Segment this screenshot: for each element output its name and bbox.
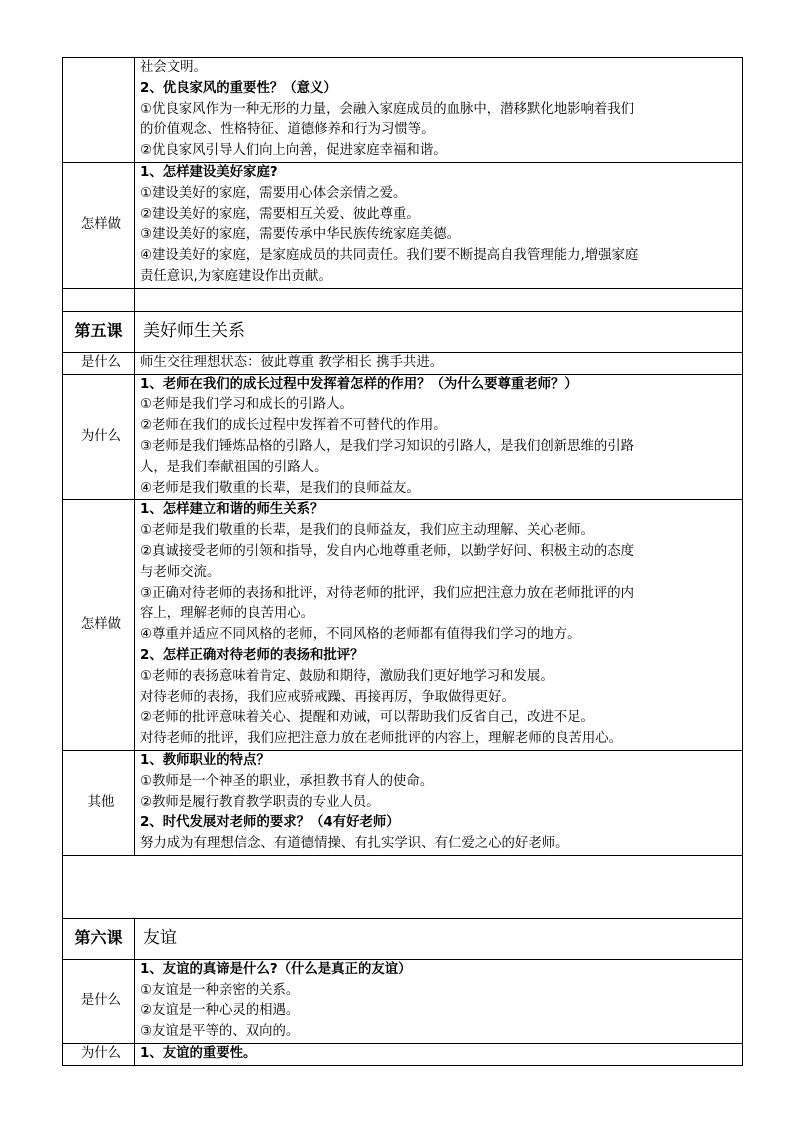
- content-line: ②优良家风引导人们向上向善，促进家庭幸福和谐。: [140, 143, 447, 159]
- row-label: 是什么: [63, 352, 135, 374]
- content-line: 与老师交流。: [140, 564, 221, 580]
- table-row: [63, 58, 743, 163]
- table-row: [63, 1044, 743, 1066]
- row-label: 为什么: [63, 374, 135, 500]
- section-heading: 1、怎样建立和谐的师生关系？: [140, 502, 324, 518]
- content-line: ③友谊是平等的、双向的。: [140, 1024, 300, 1040]
- content-line: ①老师是我们敬重的长辈，是我们的良师益友，我们应主动理解、关心老师。: [140, 523, 594, 539]
- table-row: [63, 500, 743, 751]
- content-line: 对待老师的表扬，我们应戒骄戒躁、再接再厉，争取做得更好。: [140, 689, 515, 705]
- section-heading: 2、怎样正确对待老师的表扬和批评？: [140, 647, 364, 663]
- content-cell: [135, 750, 743, 855]
- row-label: 怎样做: [63, 162, 135, 288]
- content-line: ②真诚接受老师的引领和指导，发自内心地尊重老师，以勤学好问、积极主动的态度: [140, 543, 635, 559]
- row-label: [63, 58, 135, 163]
- content-line: ③老师是我们锤炼品格的引路人，是我们学习知识的引路人，是我们创新思维的引路: [140, 438, 635, 454]
- row-label: 为什么: [63, 1044, 135, 1066]
- row-label: 怎样做: [63, 500, 135, 751]
- content-line: ②教师是履行教育教学职责的专业人员。: [140, 794, 380, 810]
- section-heading: 1、老师在我们的成长过程中发挥着怎样的作用？（为什么要尊重老师？）: [140, 376, 578, 392]
- content-line: ③建设美好的家庭，需要传承中华民族传统家庭美德。: [140, 227, 460, 243]
- content-line: ②老师的批评意味着关心、提醒和劝诫，可以帮助我们反省自己，改进不足。: [140, 710, 594, 726]
- content-line: ①老师的表扬意味着肯定、鼓励和期待，激励我们更好地学习和发展。: [140, 668, 554, 684]
- content-line: ④尊重并适应不同风格的老师，不同风格的老师都有值得我们学习的地方。: [140, 627, 581, 643]
- content-cell: [135, 352, 743, 374]
- study-notes-table: [62, 57, 743, 1066]
- content-cell: [135, 500, 743, 751]
- section-heading: 1、友谊的重要性。: [140, 1046, 257, 1062]
- lesson-title: 友谊: [135, 918, 743, 959]
- content-line: 对待老师的批评，我们应把注意力放在老师批评的内容上，理解老师的良苦用心。: [140, 731, 623, 747]
- spacer-row: [63, 855, 743, 918]
- content-line: ①老师是我们学习和成长的引路人。: [140, 397, 353, 413]
- content-line: 责任意识,为家庭建设作出贡献。: [140, 268, 332, 284]
- content-line: ①教师是一个神圣的职业，承担教书育人的使命。: [140, 773, 434, 789]
- section-heading: 2、时代发展对老师的要求？（4有好老师）: [140, 815, 400, 831]
- content-cell: [135, 58, 743, 163]
- row-label: 其他: [63, 750, 135, 855]
- table-row: [63, 374, 743, 500]
- content-line: ④老师是我们敬重的长辈，是我们的良师益友。: [140, 480, 420, 496]
- content-line: ②建设美好的家庭，需要相互关爱、彼此尊重。: [140, 206, 420, 222]
- content-cell: [135, 374, 743, 500]
- content-line: 师生交往理想状态：彼此尊重 教学相长 携手共进。: [140, 354, 444, 370]
- lesson-title: 美好师生关系: [135, 311, 743, 352]
- content-cell: [135, 959, 743, 1043]
- spacer-row: [63, 288, 743, 311]
- table-row: [63, 750, 743, 855]
- content-cell: [135, 162, 743, 288]
- table-row: [63, 959, 743, 1043]
- lesson-header-row: [63, 311, 743, 352]
- content-line: ①建设美好的家庭，需要用心体会亲情之爱。: [140, 185, 407, 201]
- content-line: 的价值观念、性格特征、道德修养和行为习惯等。: [140, 122, 435, 138]
- content-line: ③正确对待老师的表扬和批评，对待老师的批评，我们应把注意力放在老师批评的内: [140, 585, 635, 601]
- table-row: [63, 162, 743, 288]
- section-heading: 2、优良家风的重要性？（意义）: [140, 80, 337, 96]
- section-heading: 1、友谊的真谛是什么?（什么是真正的友谊）: [140, 961, 412, 977]
- lesson-header-row: [63, 918, 743, 959]
- content-cell: [135, 1044, 743, 1066]
- content-line: 努力成为有理想信念、有道德情操、有扎实学识、有仁爱之心的好老师。: [140, 836, 569, 852]
- content-line: 社会文明。: [140, 60, 207, 75]
- row-label: 是什么: [63, 959, 135, 1043]
- content-line: 容上，理解老师的良苦用心。: [140, 606, 315, 622]
- content-line: 人，是我们奉献祖国的引路人。: [140, 459, 328, 475]
- section-heading: 1、怎样建设美好家庭?: [140, 164, 278, 180]
- lesson-number: 第六课: [63, 918, 135, 959]
- table-row: [63, 352, 743, 374]
- lesson-number: 第五课: [63, 311, 135, 352]
- content-line: ①优良家风作为一种无形的力量，会融入家庭成员的血脉中，潜移默化地影响着我们: [140, 101, 635, 117]
- content-line: ④建设美好的家庭，是家庭成员的共同责任。我们要不断提高自我管理能力,增强家庭: [140, 248, 639, 264]
- content-line: ①友谊是一种亲密的关系。: [140, 982, 300, 998]
- content-line: ②老师在我们的成长过程中发挥着不可替代的作用。: [140, 418, 447, 434]
- section-heading: 1、教师职业的特点？: [140, 752, 270, 768]
- content-line: ②友谊是一种心灵的相遇。: [140, 1003, 300, 1019]
